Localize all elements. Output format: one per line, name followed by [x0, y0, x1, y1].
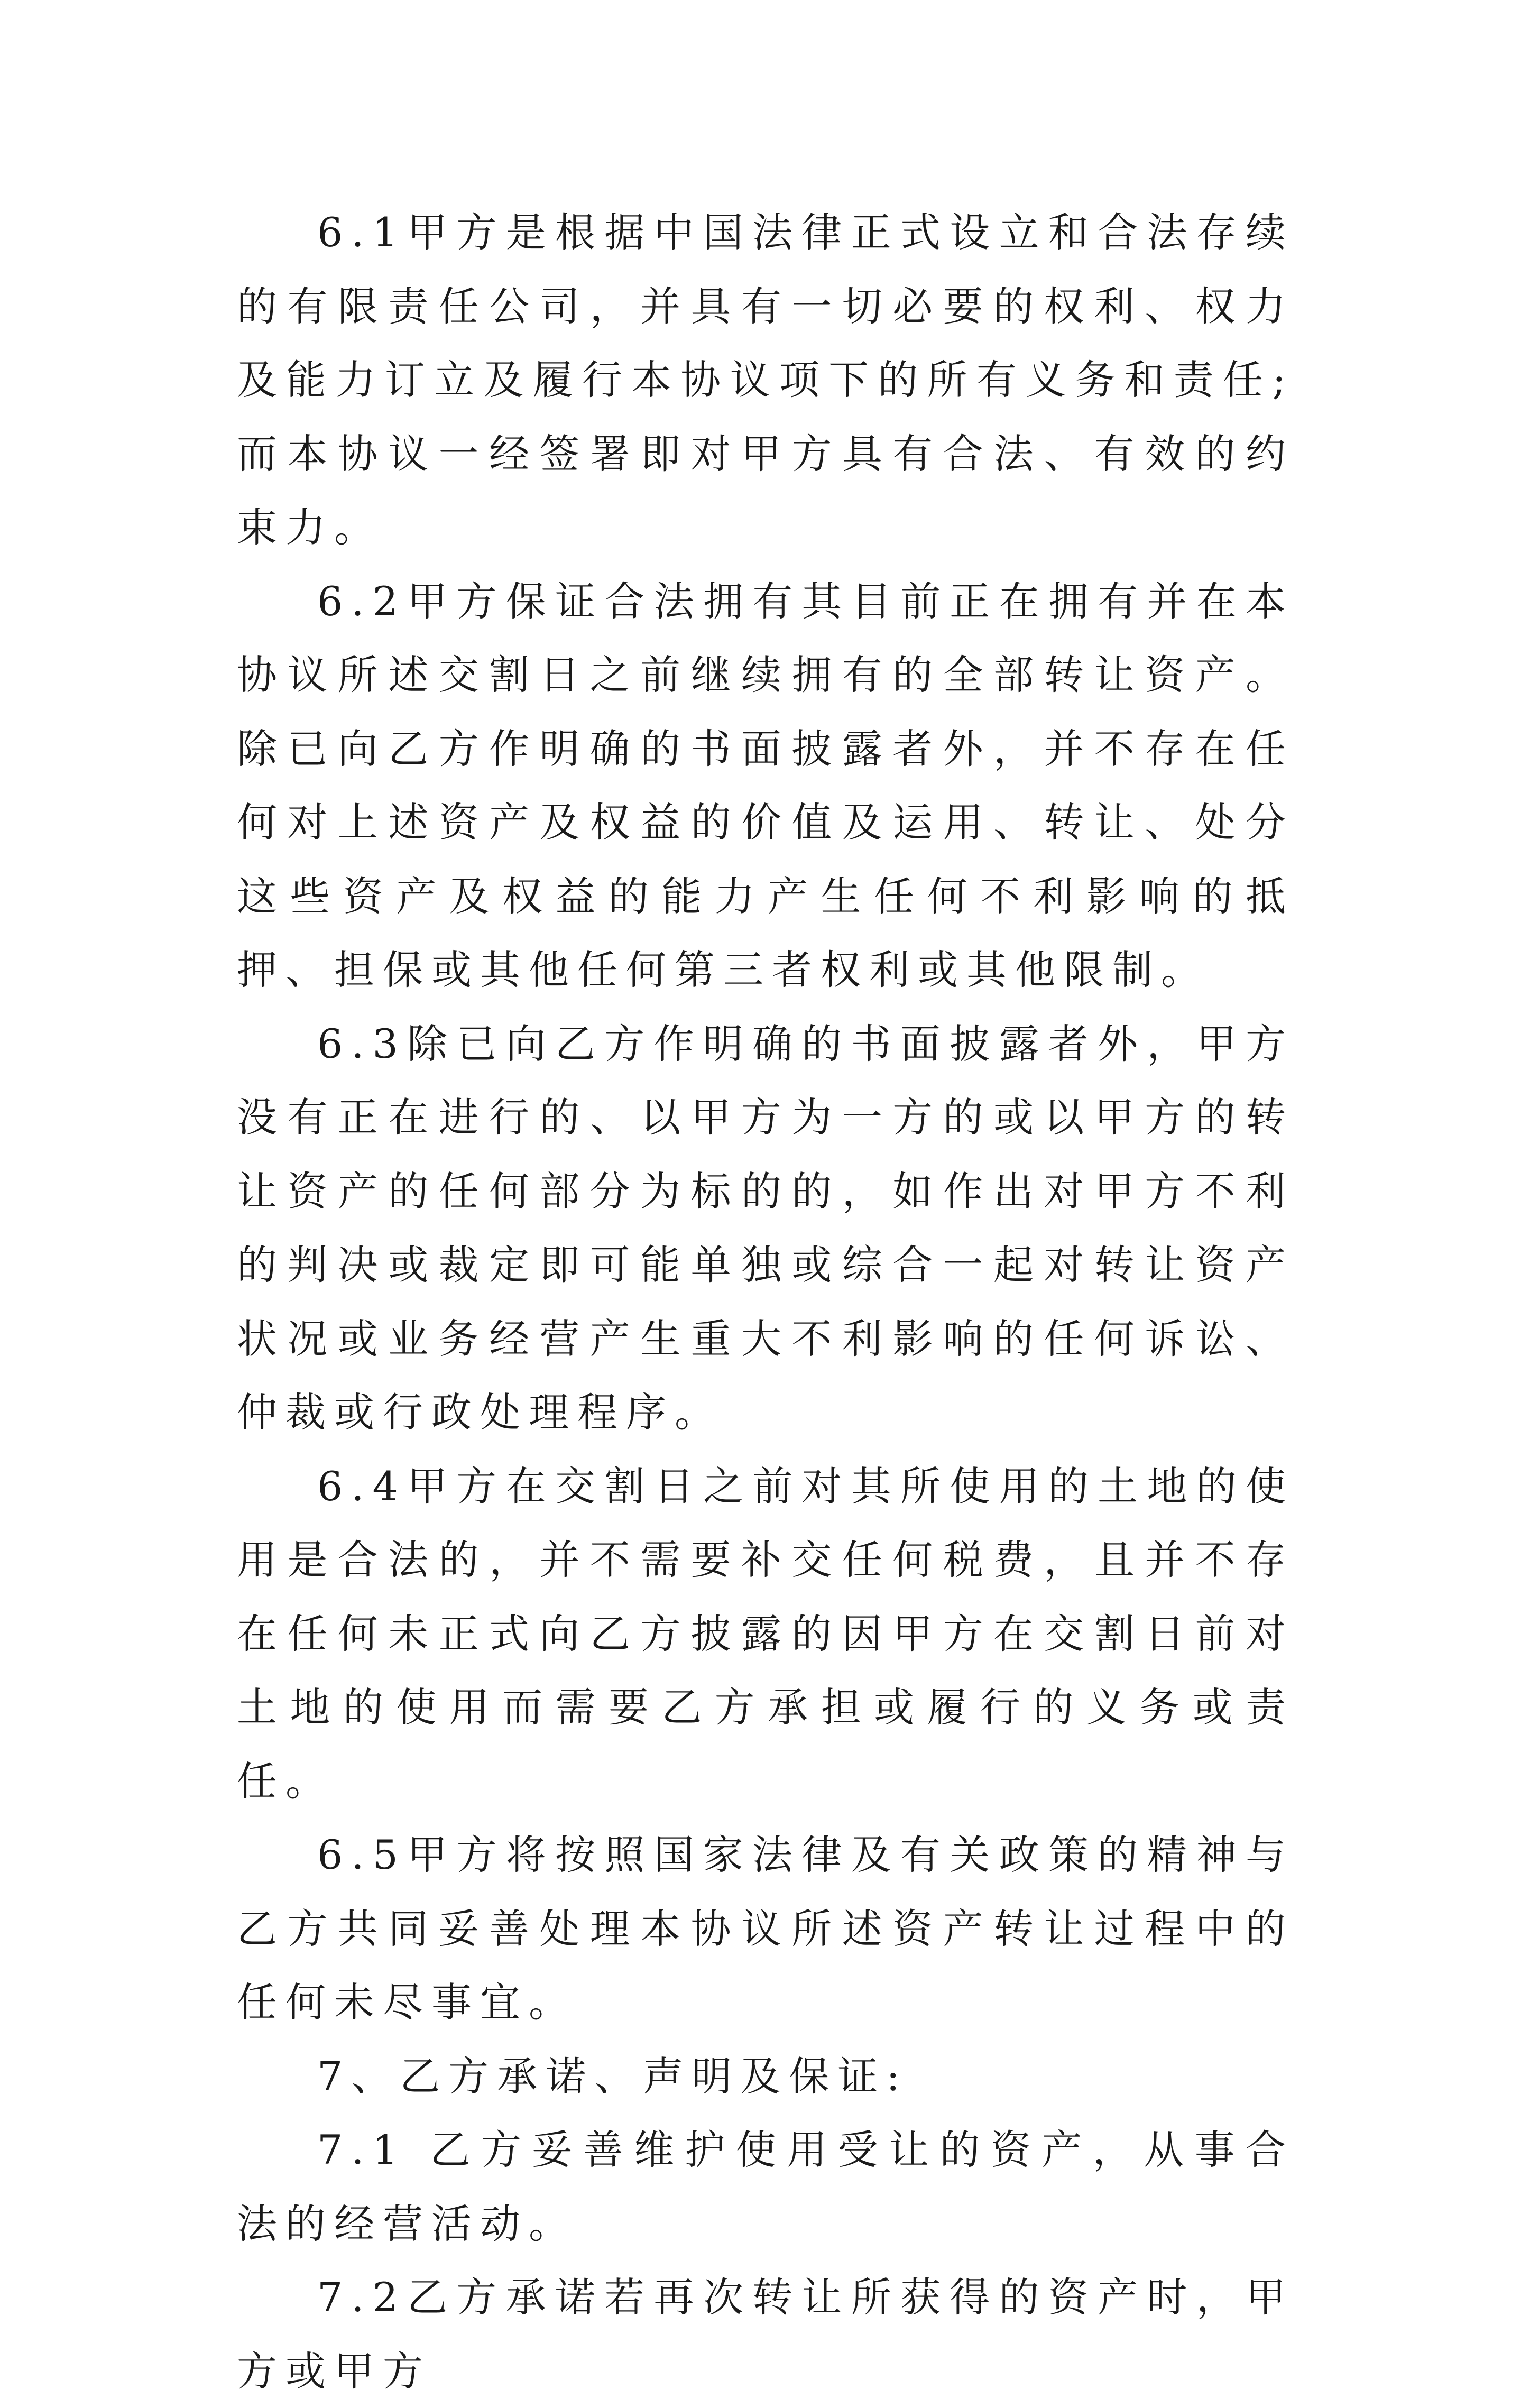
paragraph-6-3: 6.3除已向乙方作明确的书面披露者外，甲方没有正在进行的、以甲方为一方的或以甲方的转让资产的任何部分为标的的，如作出对甲方不利的判决或裁定即可能单独或综合一起对转让资产状况或业务经营产生重大不利影响的任何诉讼、仲裁或行政处理程序。	[237, 1020, 1294, 1436]
paragraph-6-1: 6.1甲方是根据中国法律正式设立和合法存续的有限责任公司，并具有一切必要的权利、权力及能力订立及履行本协议项下的所有义务和责任;而本协议一经签署即对甲方具有合法、有效的约束力。	[237, 209, 1294, 551]
paragraph-6-4: 6.4甲方在交割日之前对其所使用的土地的使用是合法的，并不需要补交任何税费，且并不存在任何未正式向乙方披露的因甲方在交割日前对土地的使用而需要乙方承担或履行的义务或责任。	[237, 1462, 1294, 1805]
paragraph-6-5: 6.5甲方将按照国家法律及有关政策的精神与乙方共同妥善处理本协议所述资产转让过程中的任何未尽事宜。	[237, 1831, 1294, 2026]
document-body	[237, 196, 1294, 2408]
paragraph-7-2: 7.2乙方承诺若再次转让所获得的资产时，甲方或甲方	[237, 2274, 1294, 2395]
paragraph-6-2: 6.2甲方保证合法拥有其目前正在拥有并在本协议所述交割日之前继续拥有的全部转让资产。除已向乙方作明确的书面披露者外，并不存在任何对上述资产及权益的价值及运用、转让、处分这些资产及权益的能力产生任何不利影响的抵押、担保或其他任何第三者权利或其他限制。	[237, 577, 1294, 993]
section-7-heading: 7、乙方承诺、声明及保证:	[317, 2052, 908, 2100]
paragraph-7-1: 7.1 乙方妥善维护使用受让的资产，从事合法的经营活动。	[237, 2126, 1294, 2247]
